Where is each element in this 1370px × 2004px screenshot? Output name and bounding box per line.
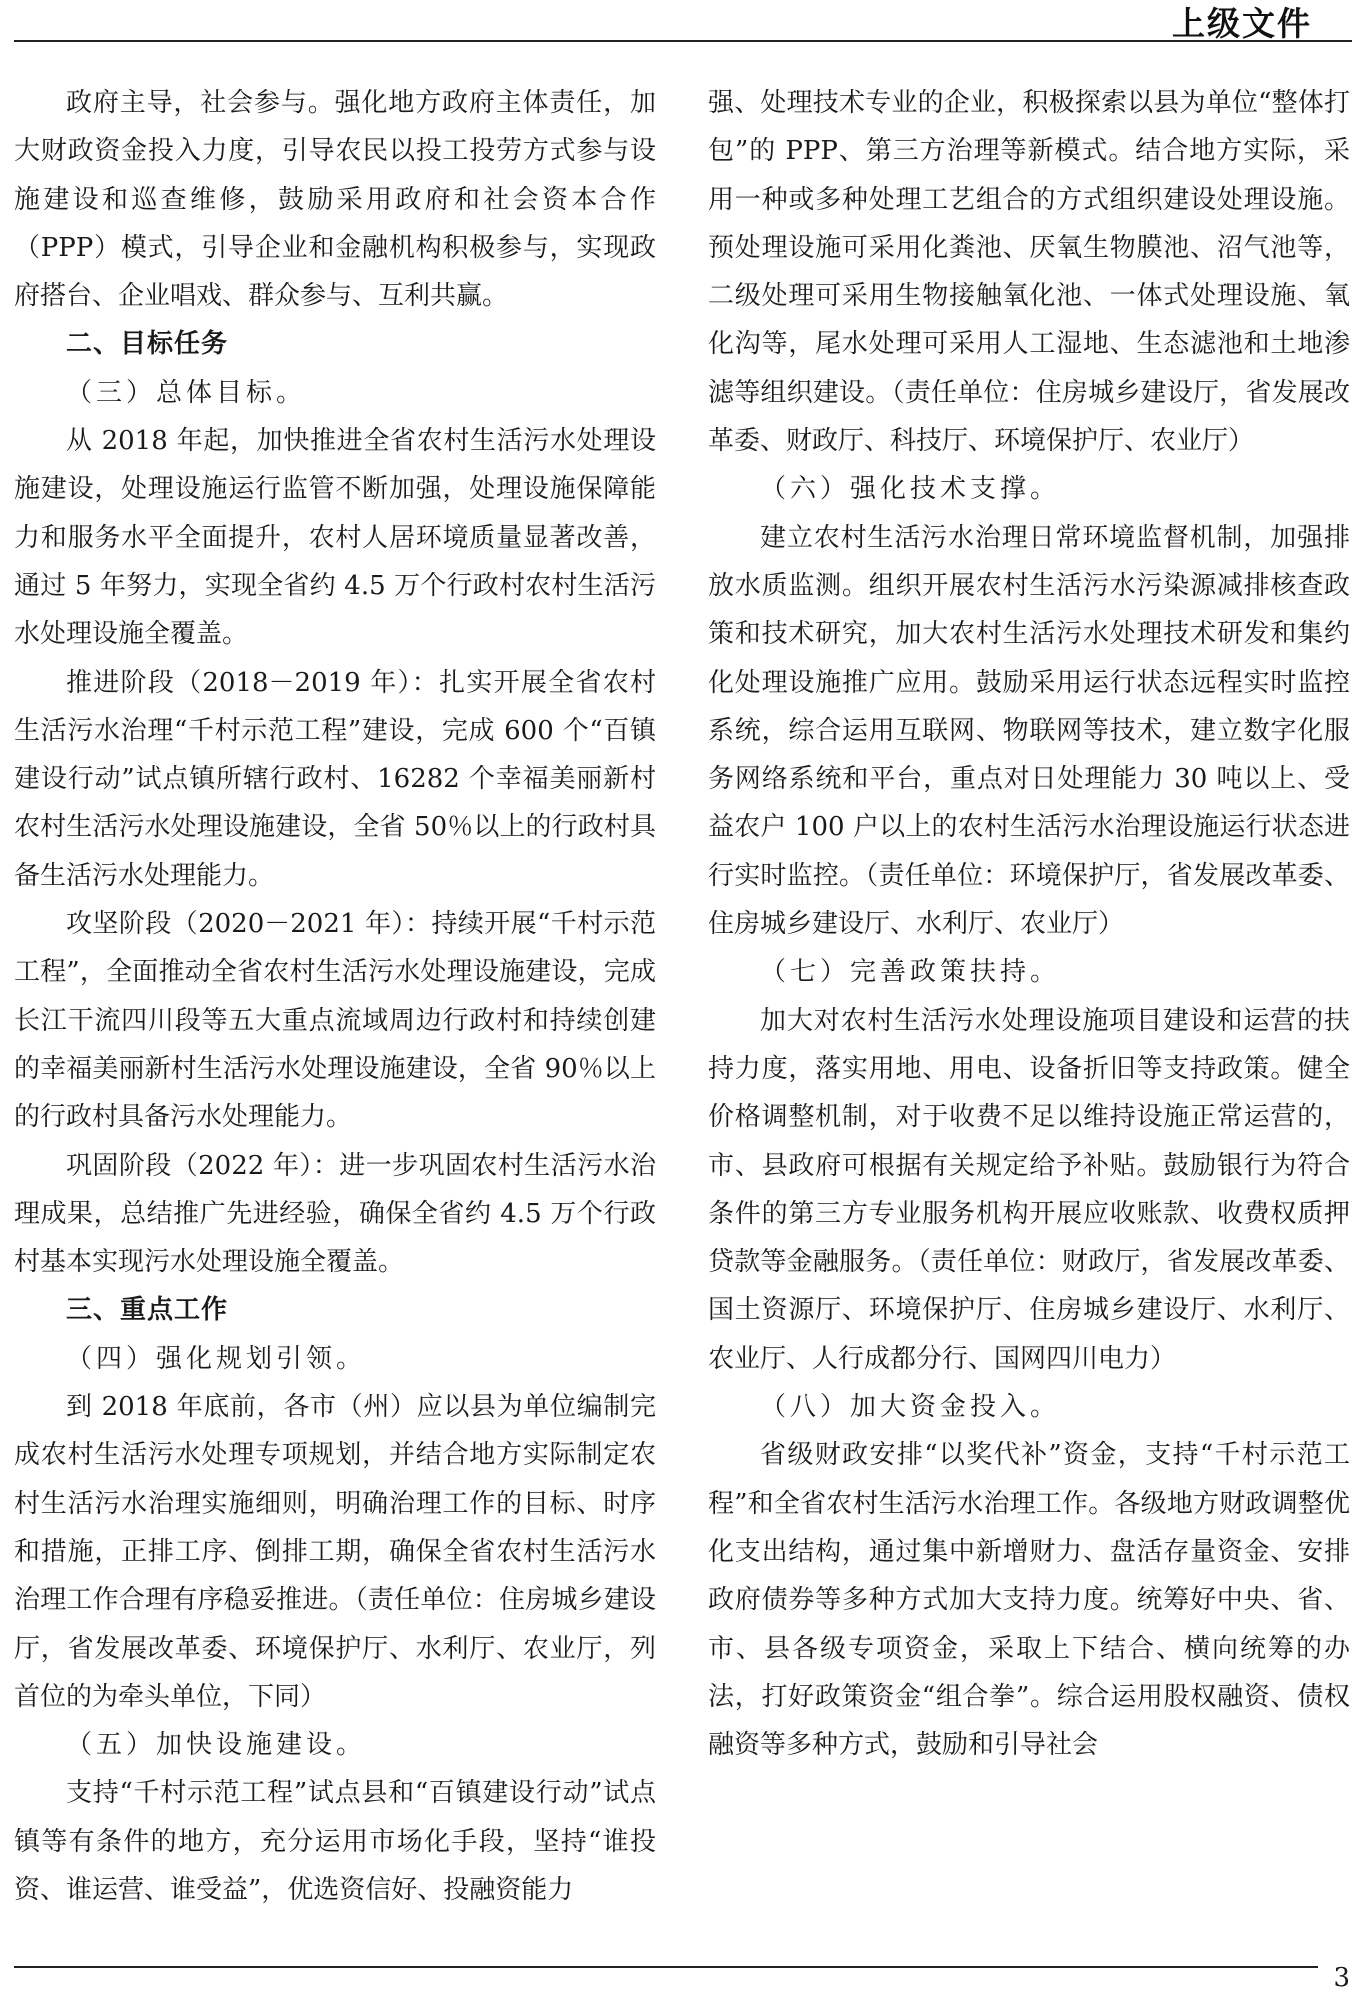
right-column <box>708 79 1350 1769</box>
subsection-heading: （四）强化规划引领。 <box>66 1343 367 1374</box>
body-paragraph: 推进阶段（2018－2019 年）：扎实开展全省农村生活污水治理“千村示范工程”建设，完成 600 个“百镇建设行动”试点镇所辖行政村、16282 个幸福美丽新村农村生活污水处理设施建设，全省 50％以上的行政村具备生活污水处理能力。 <box>14 667 656 891</box>
footer-rule <box>14 1966 1318 1968</box>
body-paragraph: 从 2018 年起，加快推进全省农村生活污水处理设施建设，处理设施运行监管不断加强，处理设施保障能力和服务水平全面提升，农村人居环境质量显著改善，通过 5 年努力，实现全省约 4.5 万个行政村农村生活污水处理设施全覆盖。 <box>14 426 656 650</box>
section-heading: 二、目标任务 <box>66 329 229 360</box>
left-column <box>14 79 656 1914</box>
section-heading: 三、重点工作 <box>66 1295 229 1326</box>
subsection-heading: （六）强化技术支撑。 <box>760 474 1061 505</box>
body-paragraph: 加大对农村生活污水处理设施项目建设和运营的扶持力度，落实用地、用电、设备折旧等支持政策。健全价格调整机制，对于收费不足以维持设施正常运营的，市、县政府可根据有关规定给予补贴。鼓励银行为符合条件的第三方专业服务机构开展应收账款、收费权质押贷款等金融服务。（责任单位：财政厅，省发展改革委、国土资源厅、环境保护厅、住房城乡建设厅、水利厅、农业厅、人行成都分行、国网四川电力） <box>708 1005 1350 1374</box>
body-paragraph: 建立农村生活污水治理日常环境监督机制，加强排放水质监测。组织开展农村生活污水污染源减排核查政策和技术研究，加大农村生活污水处理技术研发和集约化处理设施推广应用。鼓励采用运行状态远程实时监控系统，综合运用互联网、物联网等技术，建立数字化服务网络系统和平台，重点对日处理能力 30 吨以上、受益农户 100 户以上的农村生活污水治理设施运行状态进行实时监控。（责任单位：环境保护厅，省发展改革委、住房城乡建设厅、水利厅、农业厅） <box>708 522 1350 940</box>
body-paragraph: 强、处理技术专业的企业，积极探索以县为单位“整体打包”的 PPP、第三方治理等新模式。结合地方实际，采用一种或多种处理工艺组合的方式组织建设处理设施。预处理设施可采用化粪池、厌氧生物膜池、沼气池等，二级处理可采用生物接触氧化池、一体式处理设施、氧化沟等，尾水处理可采用人工湿地、生态滤池和土地渗滤等组织建设。（责任单位：住房城乡建设厅，省发展改革委、财政厅、科技厅、环境保护厅、农业厅） <box>708 88 1350 457</box>
page-header-title: 上级文件 <box>1172 4 1312 43</box>
body-paragraph: 巩固阶段（2022 年）：进一步巩固农村生活污水治理成果，总结推广先进经验，确保全省约 4.5 万个行政村基本实现污水处理设施全覆盖。 <box>14 1150 656 1278</box>
subsection-heading: （八）加大资金投入。 <box>760 1392 1061 1423</box>
body-paragraph: 省级财政安排“以奖代补”资金，支持“千村示范工程”和全省农村生活污水治理工作。各级地方财政调整优化支出结构，通过集中新增财力、盘活存量资金、安排政府债券等多种方式加大支持力度。统筹好中央、省、市、县各级专项资金，采取上下结合、横向统筹的办法，打好政策资金“组合拳”。综合运用股权融资、债权融资等多种方式，鼓励和引导社会 <box>708 1440 1350 1761</box>
page-number: 3 <box>1333 1963 1350 1993</box>
body-paragraph: 政府主导，社会参与。强化地方政府主体责任，加大财政资金投入力度，引导农民以投工投劳方式参与设施建设和巡查维修，鼓励采用政府和社会资本合作（PPP）模式，引导企业和金融机构积极参与，实现政府搭台、企业唱戏、群众参与、互利共赢。 <box>14 88 656 312</box>
header-rule <box>14 40 1352 42</box>
body-paragraph: 到 2018 年底前，各市（州）应以县为单位编制完成农村生活污水处理专项规划，并结合地方实际制定农村生活污水治理实施细则，明确治理工作的目标、时序和措施，正排工序、倒排工期，确保全省农村生活污水治理工作合理有序稳妥推进。（责任单位：住房城乡建设厅，省发展改革委、环境保护厅、水利厅、农业厅，列首位的为牵头单位，下同） <box>14 1392 656 1712</box>
subsection-heading: （五）加快设施建设。 <box>66 1730 367 1761</box>
subsection-heading: （七）完善政策扶持。 <box>760 957 1061 988</box>
body-paragraph: 支持“千村示范工程”试点县和“百镇建设行动”试点镇等有条件的地方，充分运用市场化手段，坚持“谁投资、谁运营、谁受益”，优选资信好、投融资能力 <box>14 1778 656 1905</box>
body-paragraph: 攻坚阶段（2020－2021 年）：持续开展“千村示范工程”，全面推动全省农村生活污水处理设施建设，完成长江干流四川段等五大重点流域周边行政村和持续创建的幸福美丽新村生活污水处理设施建设，全省 90％以上的行政村具备污水处理能力。 <box>14 909 656 1133</box>
subsection-heading: （三）总体目标。 <box>66 377 307 408</box>
